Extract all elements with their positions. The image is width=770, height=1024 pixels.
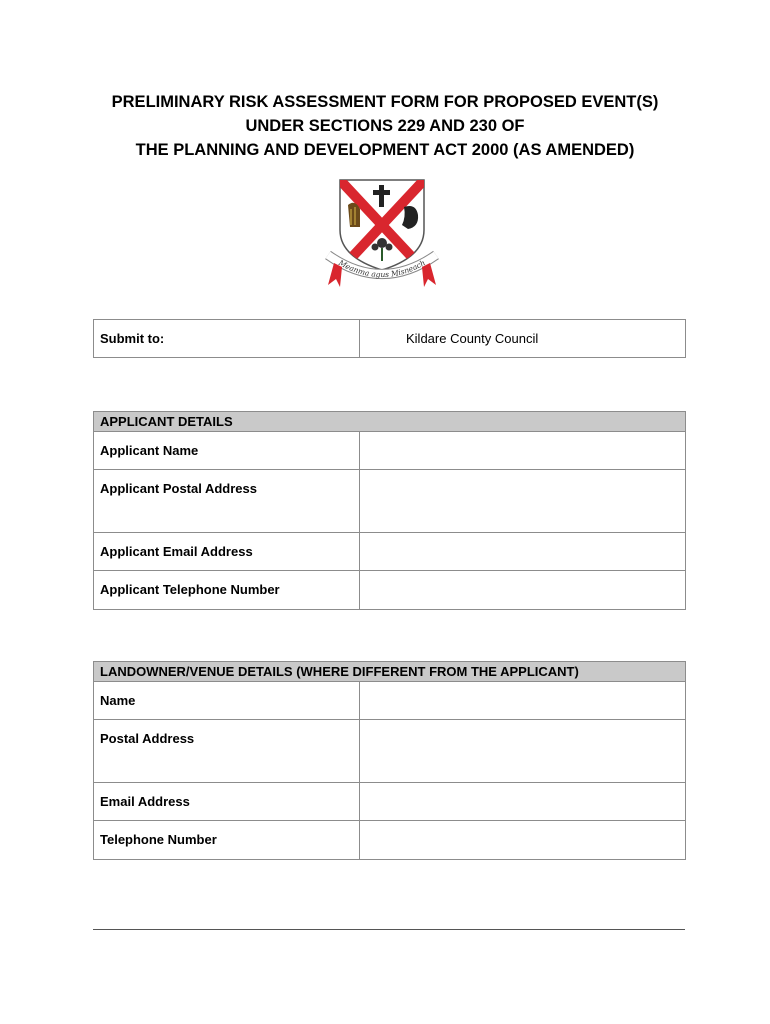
county-crest-logo: [320, 175, 444, 300]
landowner-email-label: Email Address: [94, 783, 360, 821]
submit-table: [93, 319, 686, 358]
applicant-name-field[interactable]: [360, 432, 686, 470]
crest-motto: Meanma agus Misneach: [337, 258, 427, 280]
landowner-email-field[interactable]: [360, 783, 686, 821]
landowner-postal-address-label: Postal Address: [94, 720, 360, 783]
landowner-details-heading: LANDOWNER/VENUE DETAILS (WHERE DIFFERENT FROM THE APPLICANT): [94, 662, 686, 682]
title-line-2: UNDER SECTIONS 229 AND 230 OF: [245, 117, 525, 135]
applicant-postal-address-field[interactable]: [360, 470, 686, 533]
applicant-telephone-field[interactable]: [360, 571, 686, 610]
applicant-details-heading: APPLICANT DETAILS: [94, 412, 686, 432]
submit-label: Submit to:: [94, 320, 360, 358]
title-line-1: PRELIMINARY RISK ASSESSMENT FORM FOR PROPOSED EVENT(S): [111, 93, 659, 111]
title-line-3: THE PLANNING AND DEVELOPMENT ACT 2000 (AS AMENDED): [135, 141, 635, 159]
submit-value: Kildare County Council: [360, 320, 686, 358]
landowner-telephone-field[interactable]: [360, 821, 686, 860]
landowner-details-table: [93, 661, 686, 860]
applicant-email-field[interactable]: [360, 533, 686, 571]
landowner-telephone-label: Telephone Number: [94, 821, 360, 860]
applicant-telephone-label: Applicant Telephone Number: [94, 571, 360, 610]
landowner-postal-address-field[interactable]: [360, 720, 686, 783]
footer-divider: [93, 929, 685, 930]
form-title: [40, 90, 730, 162]
landowner-name-field[interactable]: [360, 682, 686, 720]
landowner-name-label: Name: [94, 682, 360, 720]
applicant-postal-address-label: Applicant Postal Address: [94, 470, 360, 533]
applicant-name-label: Applicant Name: [94, 432, 360, 470]
applicant-email-label: Applicant Email Address: [94, 533, 360, 571]
applicant-details-table: [93, 411, 686, 610]
